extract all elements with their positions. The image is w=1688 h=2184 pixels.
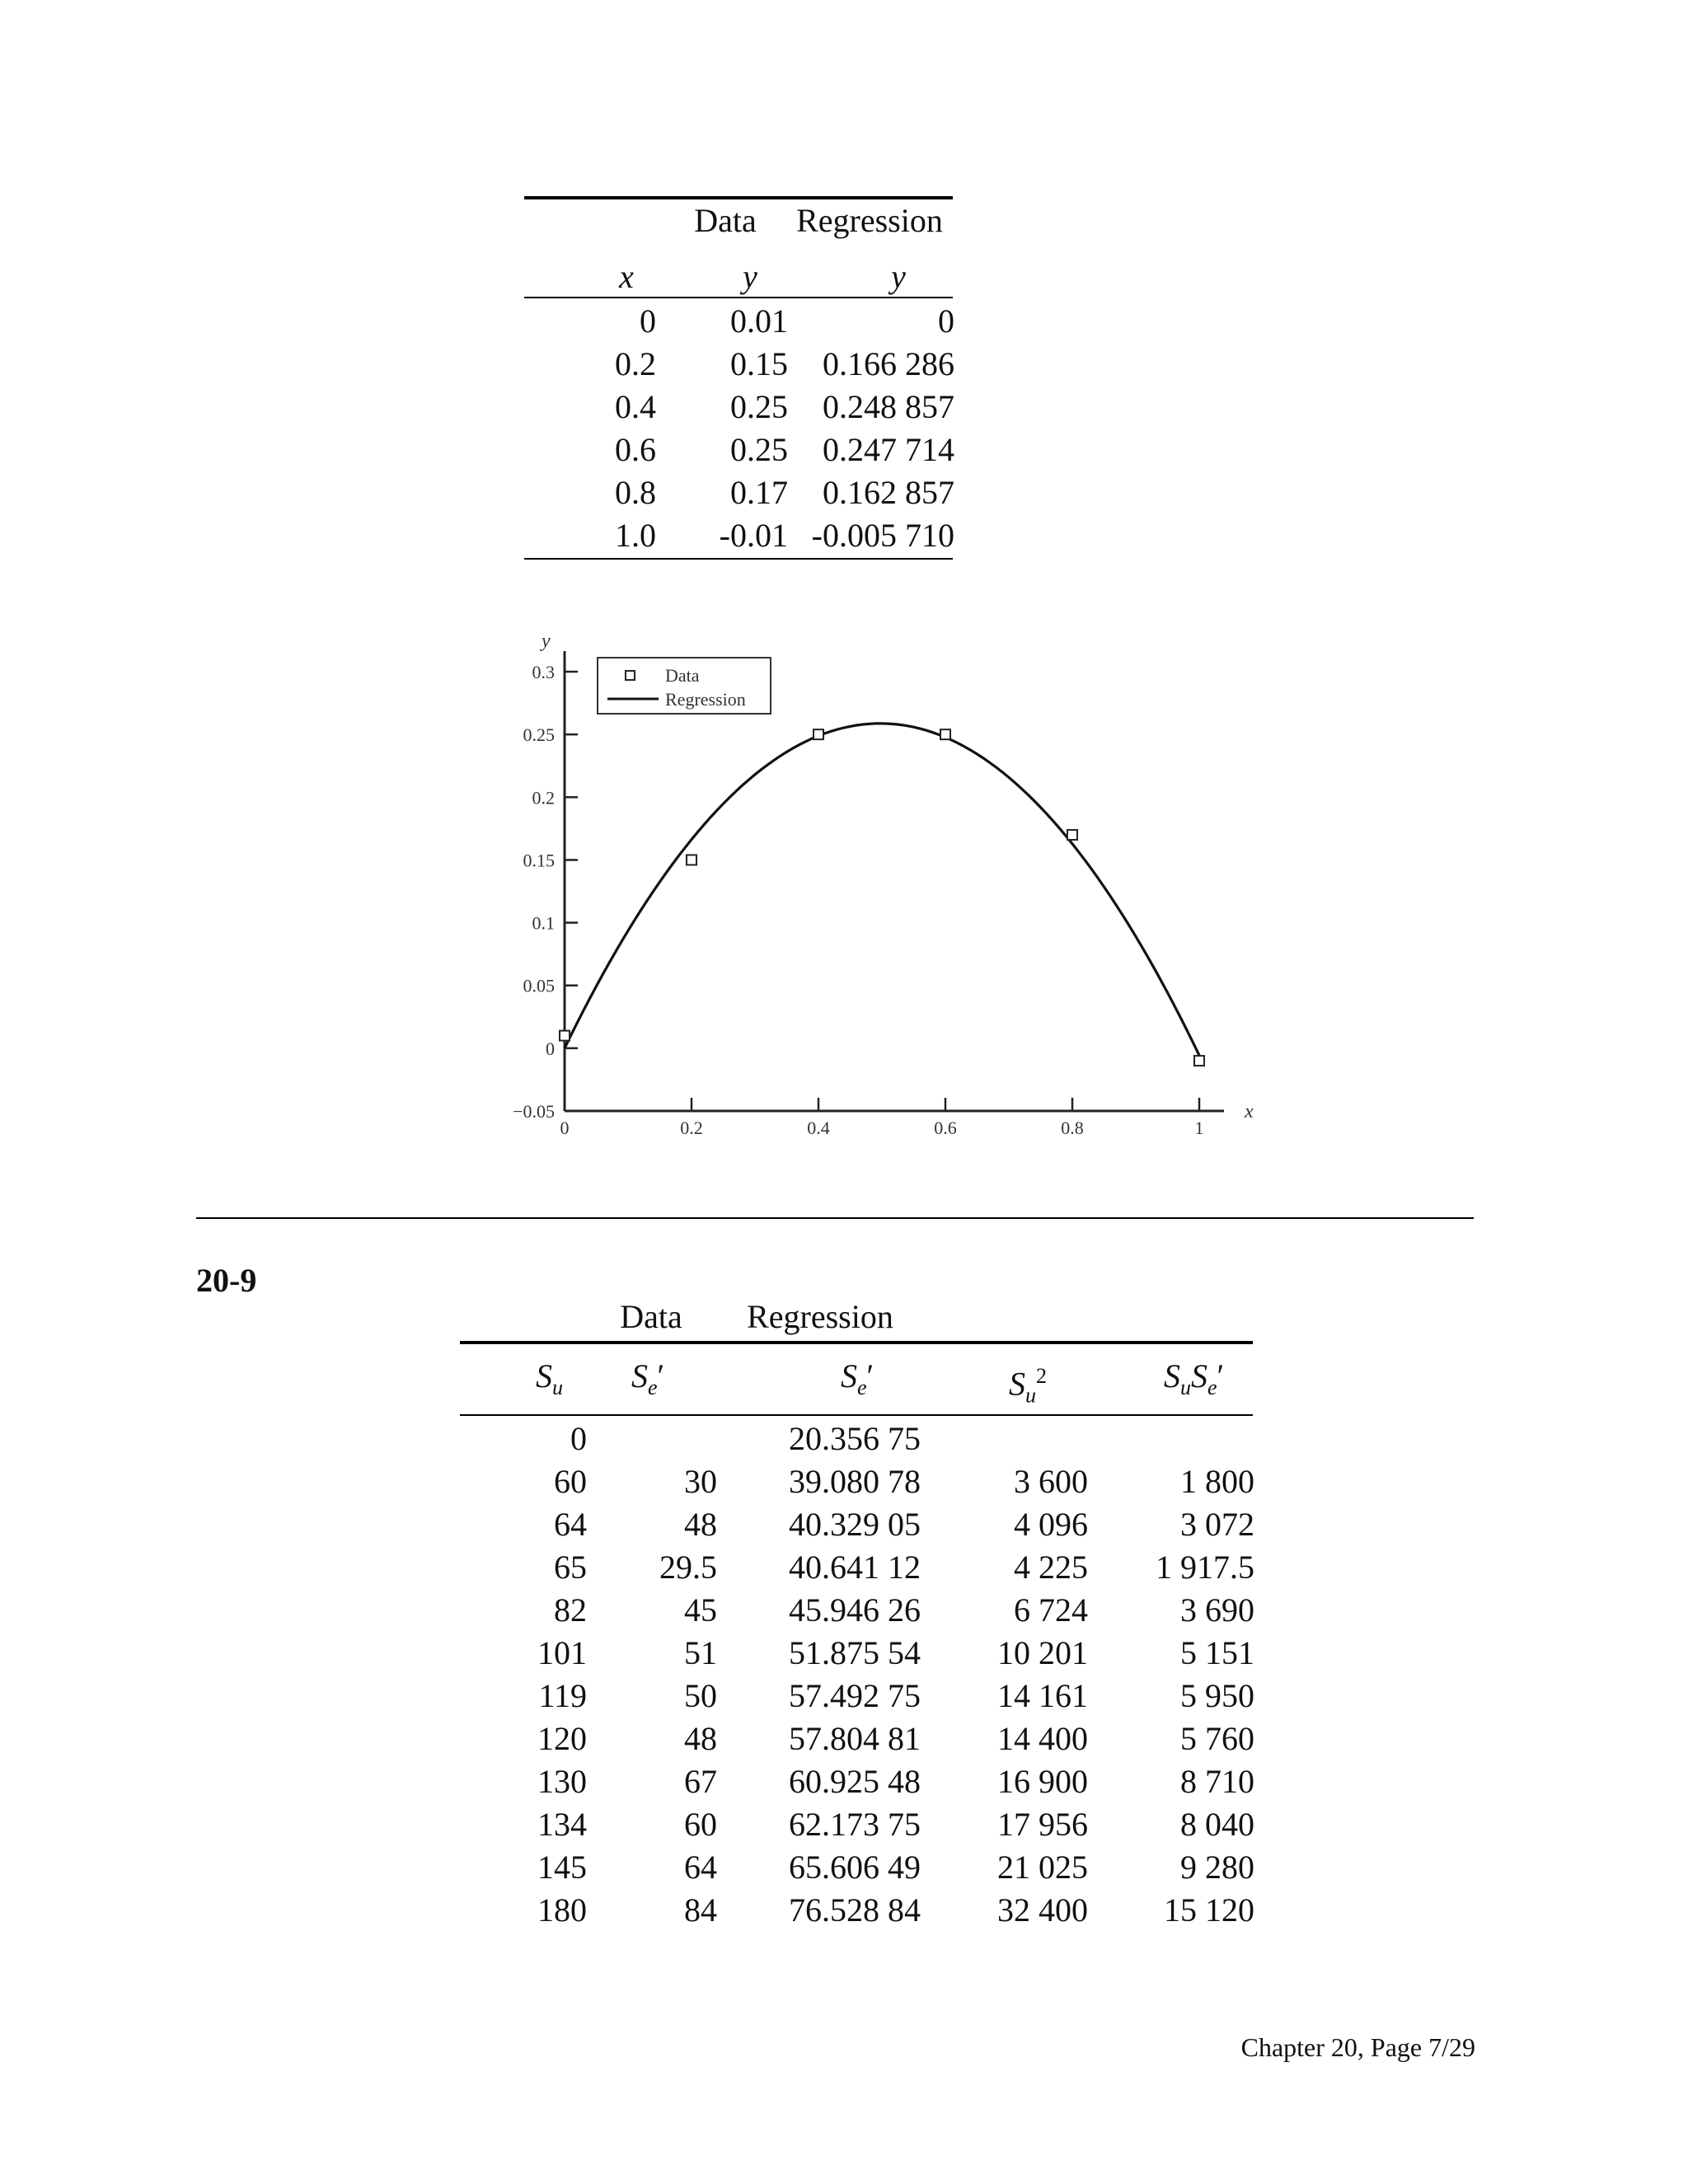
table1-col-header-regression-y: y bbox=[891, 258, 906, 295]
y-tick-label: 0.2 bbox=[532, 787, 555, 808]
table2-cell: 57.804 81 bbox=[789, 1720, 921, 1757]
table1-cell: 0 bbox=[938, 302, 954, 340]
table1-cell: 0.4 bbox=[615, 388, 656, 425]
data-point bbox=[1067, 830, 1077, 840]
x-tick-label: 1 bbox=[1194, 1118, 1204, 1138]
table1-group-header-regression: Regression bbox=[796, 202, 943, 239]
table2-cell: 4 225 bbox=[1014, 1549, 1088, 1586]
table1-cell: 0.25 bbox=[730, 431, 788, 468]
table2-col-header-se-prime: $S_e'$ bbox=[631, 1357, 665, 1399]
x-tick-label: 0.4 bbox=[807, 1118, 830, 1138]
table2-cell: 14 161 bbox=[997, 1677, 1088, 1714]
legend-data-label: Data bbox=[665, 665, 700, 686]
table1-col-header-x: x bbox=[619, 258, 634, 295]
table2-cell: 3 690 bbox=[1180, 1591, 1254, 1629]
data-point bbox=[814, 729, 823, 739]
table1-header-rule bbox=[524, 297, 953, 298]
table2-cell: 60 bbox=[684, 1806, 717, 1843]
table2-cell: 3 072 bbox=[1180, 1506, 1254, 1543]
table2-cell: 8 710 bbox=[1180, 1763, 1254, 1800]
table2-cell: 32 400 bbox=[997, 1891, 1088, 1929]
table2-cell: 5 760 bbox=[1180, 1720, 1254, 1757]
data-point bbox=[560, 1031, 570, 1041]
table1-group-header-data: Data bbox=[694, 202, 757, 239]
table2-cell: 64 bbox=[684, 1849, 717, 1886]
table2-cell: 17 956 bbox=[997, 1806, 1088, 1843]
table2-cell: 14 400 bbox=[997, 1720, 1088, 1757]
table1-cell: 0.8 bbox=[615, 474, 656, 511]
table2-col-header-su-squared: $S_u^2$ bbox=[1009, 1364, 1047, 1408]
x-tick-label: 0.8 bbox=[1061, 1118, 1084, 1138]
page-footer: Chapter 20, Page 7/29 bbox=[1240, 2032, 1475, 2062]
table2-cell: 48 bbox=[684, 1720, 717, 1757]
table2-cell: 120 bbox=[537, 1720, 587, 1757]
data-point bbox=[940, 729, 950, 739]
table1-cell: 0.6 bbox=[615, 431, 656, 468]
legend-data-marker bbox=[626, 671, 635, 680]
table2-group-header-regression: Regression bbox=[747, 1298, 893, 1335]
table2-cell: 8 040 bbox=[1180, 1806, 1254, 1843]
y-axis-label: y bbox=[542, 630, 551, 652]
table2-cell: 29.5 bbox=[659, 1549, 717, 1586]
y-tick-label: 0.25 bbox=[523, 724, 555, 746]
table2-cell: 65.606 49 bbox=[789, 1849, 921, 1886]
table1-cell: 0.166 286 bbox=[823, 345, 954, 382]
table2-cell: 45 bbox=[684, 1591, 717, 1629]
table2-cell: 60.925 48 bbox=[789, 1763, 921, 1800]
table2-cell: 130 bbox=[537, 1763, 587, 1800]
table2-header-rule bbox=[460, 1414, 1253, 1416]
table1-top-rule bbox=[524, 196, 953, 199]
data-series bbox=[560, 729, 1204, 1066]
table2-cell: 51.875 54 bbox=[789, 1634, 921, 1671]
table2-cell: 62.173 75 bbox=[789, 1806, 921, 1843]
chart-legend bbox=[598, 658, 771, 714]
table2-col-header-su: $S_u$ bbox=[536, 1357, 563, 1399]
table2-col-header-se-prime-regression: $S_e'$ bbox=[841, 1357, 874, 1399]
table2-cell: 57.492 75 bbox=[789, 1677, 921, 1714]
table2-cell: 15 120 bbox=[1164, 1891, 1254, 1929]
table1-cell: 0.25 bbox=[730, 388, 788, 425]
section-label: 20-9 bbox=[196, 1262, 257, 1299]
regression-series bbox=[565, 724, 1199, 1056]
table1-cell: 0.17 bbox=[730, 474, 788, 511]
table2-cell: 21 025 bbox=[997, 1849, 1088, 1886]
legend-regression-label: Regression bbox=[665, 689, 746, 710]
table2-cell: 84 bbox=[684, 1891, 717, 1929]
table1-col-header-data-y: y bbox=[743, 258, 757, 295]
table1-cell: 0.247 714 bbox=[823, 431, 954, 468]
table1-cell: -0.005 710 bbox=[811, 517, 954, 554]
x-tick-label: 0 bbox=[560, 1118, 570, 1138]
table2-top-rule bbox=[460, 1341, 1253, 1344]
data-point bbox=[687, 855, 696, 865]
table2-cell: 119 bbox=[538, 1677, 587, 1714]
table1-cell: -0.01 bbox=[719, 517, 788, 554]
table2-cell: 20.356 75 bbox=[789, 1420, 921, 1457]
table1-bottom-rule bbox=[524, 558, 953, 560]
table1-cell: 0.248 857 bbox=[823, 388, 954, 425]
table2-cell: 48 bbox=[684, 1506, 717, 1543]
table2-cell: 67 bbox=[684, 1763, 717, 1800]
table2-cell: 82 bbox=[554, 1591, 587, 1629]
x-tick-label: 0.6 bbox=[934, 1118, 957, 1138]
table2-cell: 9 280 bbox=[1180, 1849, 1254, 1886]
y-tick-label: 0.1 bbox=[532, 912, 555, 934]
table2-cell: 0 bbox=[570, 1420, 587, 1457]
table2-cell: 45.946 26 bbox=[789, 1591, 921, 1629]
table2-cell: 30 bbox=[684, 1463, 717, 1500]
regression-chart bbox=[486, 626, 1269, 1170]
table2-cell: 76.528 84 bbox=[789, 1891, 921, 1929]
table2-cell: 180 bbox=[537, 1891, 587, 1929]
x-axis-label: x bbox=[1245, 1101, 1254, 1122]
table2-cell: 39.080 78 bbox=[789, 1463, 921, 1500]
table2-cell: 1 917.5 bbox=[1156, 1549, 1254, 1586]
table2-cell: 50 bbox=[684, 1677, 717, 1714]
table2-cell: 5 950 bbox=[1180, 1677, 1254, 1714]
table1-cell: 1.0 bbox=[615, 517, 656, 554]
table2-cell: 145 bbox=[537, 1849, 587, 1886]
table2-cell: 5 151 bbox=[1180, 1634, 1254, 1671]
y-tick-label: 0.3 bbox=[532, 662, 555, 682]
chart-ticks bbox=[513, 662, 1203, 1138]
y-tick-label: 0.05 bbox=[523, 975, 555, 996]
table2-group-header-data: Data bbox=[620, 1298, 682, 1335]
table2-cell: 65 bbox=[554, 1549, 587, 1586]
table2-cell: 10 201 bbox=[997, 1634, 1088, 1671]
data-point bbox=[1194, 1056, 1204, 1066]
table1-cell: 0.01 bbox=[730, 302, 788, 340]
table1-cell: 0.2 bbox=[615, 345, 656, 382]
table2-cell: 51 bbox=[684, 1634, 717, 1671]
table2-col-header-su-se-prime: $S_uS_e'$ bbox=[1164, 1357, 1225, 1399]
y-tick-label: −0.05 bbox=[513, 1101, 555, 1122]
section-divider bbox=[196, 1217, 1474, 1219]
table2-cell: 40.641 12 bbox=[789, 1549, 921, 1586]
regression-line bbox=[565, 724, 1199, 1056]
table2-cell: 60 bbox=[554, 1463, 587, 1500]
table2-cell: 6 724 bbox=[1014, 1591, 1088, 1629]
table1-cell: 0 bbox=[640, 302, 656, 340]
table2-cell: 40.329 05 bbox=[789, 1506, 921, 1543]
y-tick-label: 0.15 bbox=[523, 850, 555, 871]
table2-cell: 101 bbox=[537, 1634, 587, 1671]
table2-cell: 64 bbox=[554, 1506, 587, 1543]
table2-cell: 134 bbox=[537, 1806, 587, 1843]
y-tick-label: 0 bbox=[546, 1038, 555, 1059]
table1-cell: 0.15 bbox=[730, 345, 788, 382]
table2-cell: 1 800 bbox=[1180, 1463, 1254, 1500]
table1-cell: 0.162 857 bbox=[823, 474, 954, 511]
x-tick-label: 0.2 bbox=[680, 1118, 703, 1138]
table2-cell: 4 096 bbox=[1014, 1506, 1088, 1543]
table2-cell: 3 600 bbox=[1014, 1463, 1088, 1500]
table2-cell: 16 900 bbox=[997, 1763, 1088, 1800]
